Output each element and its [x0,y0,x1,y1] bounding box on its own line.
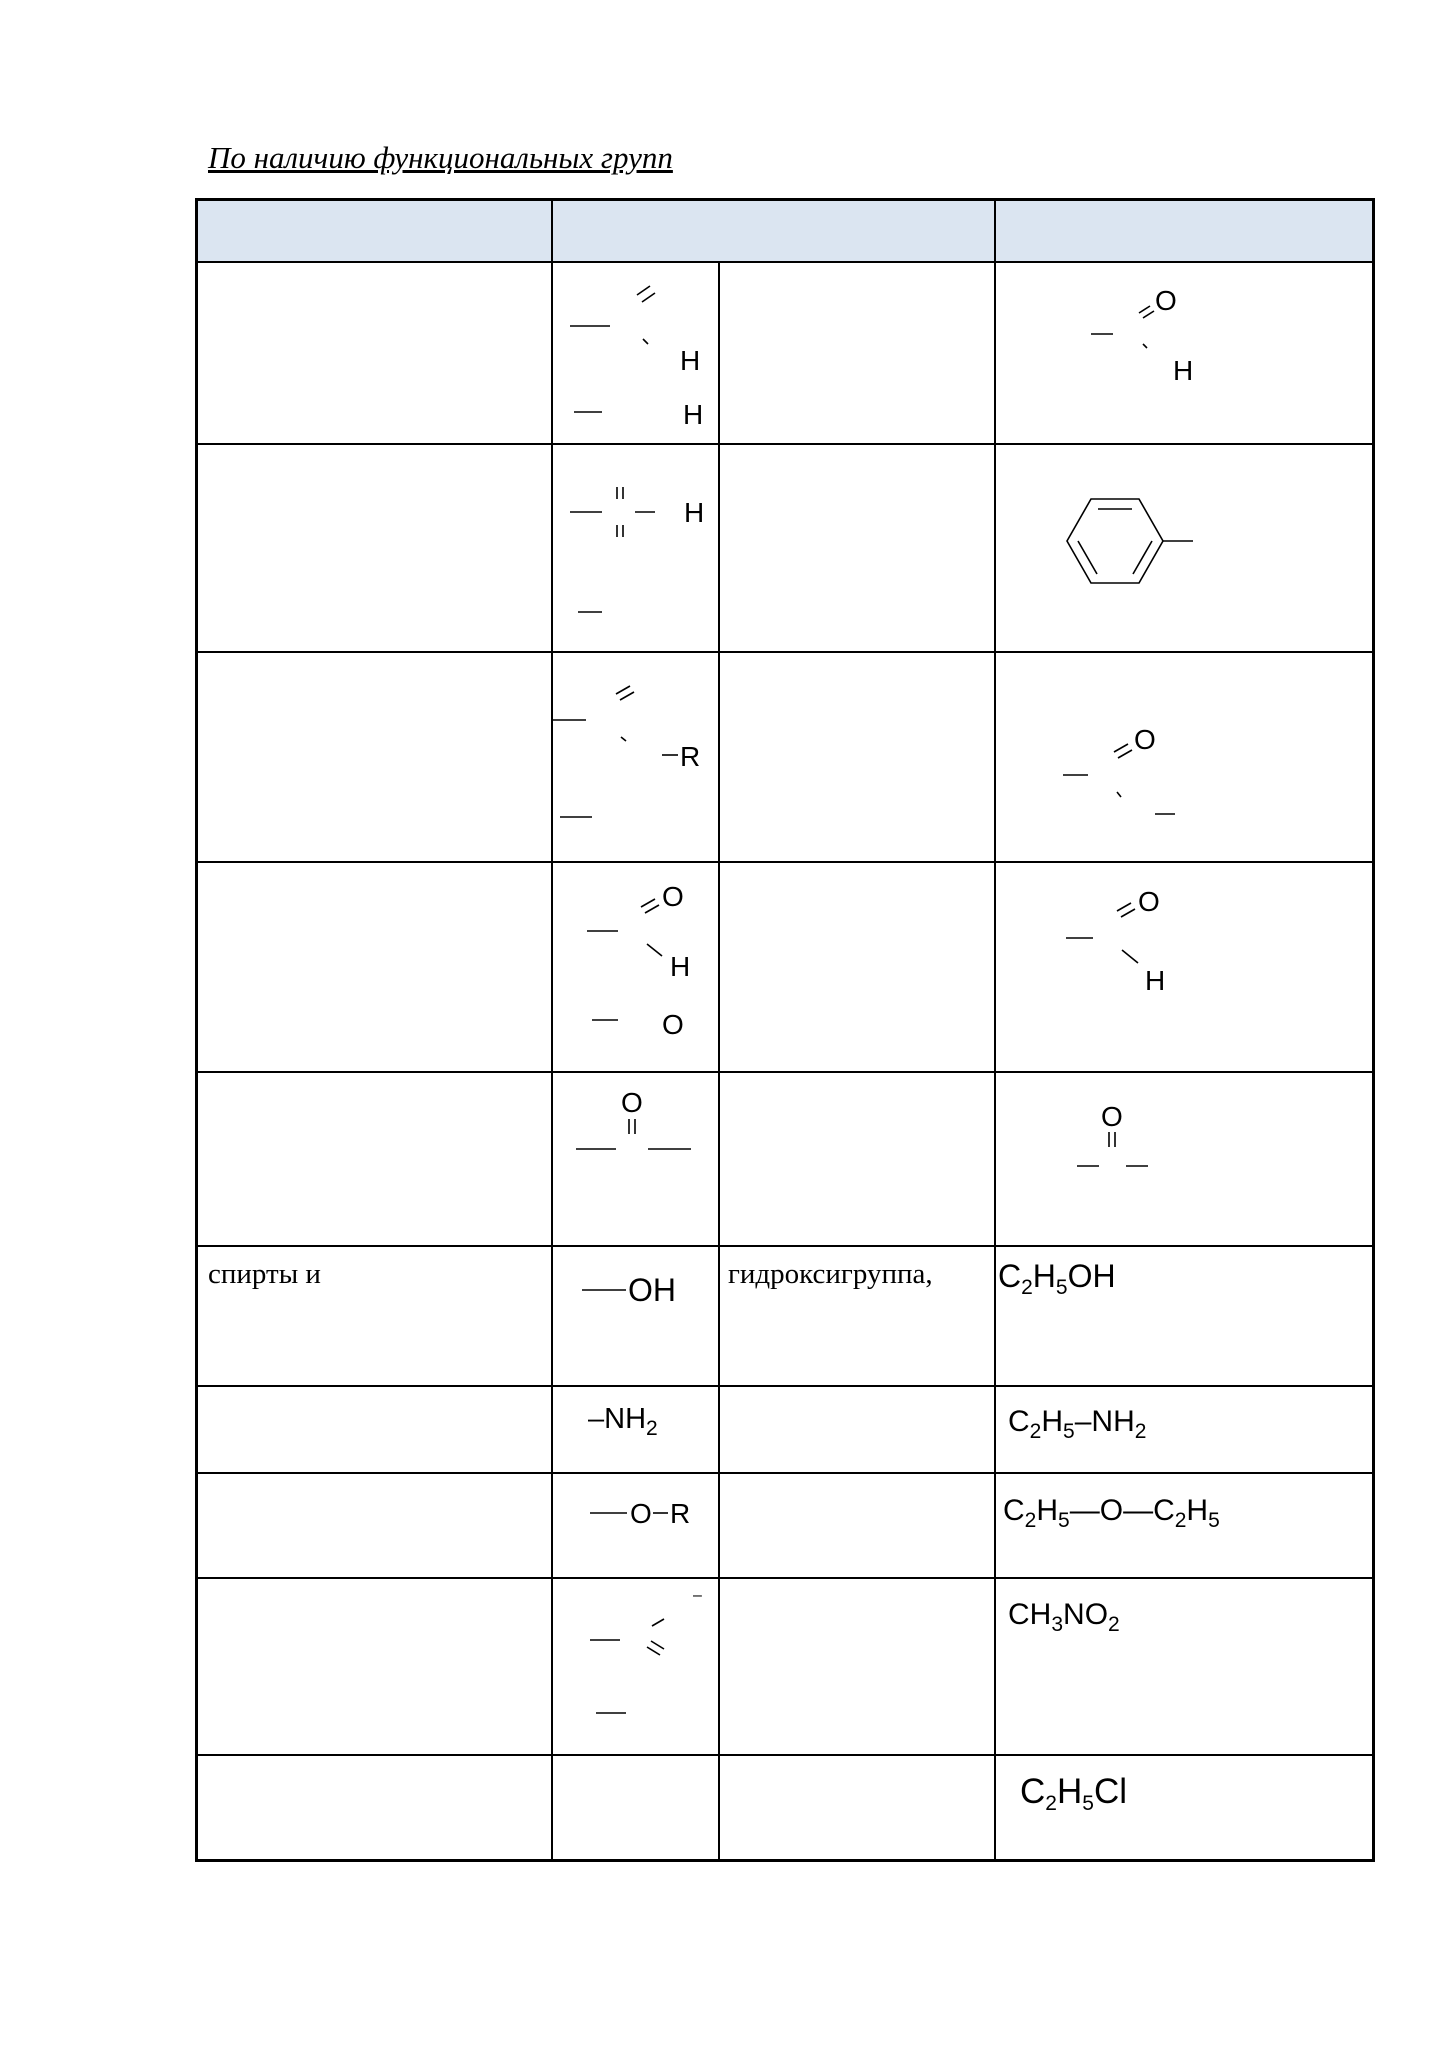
example-structure-3 [995,652,1372,861]
header-cell-example [994,199,1373,261]
row-divider [195,1385,1375,1387]
atom-label: H [1145,965,1166,996]
table-border-top [195,198,1375,201]
example-benzene-ring [995,444,1372,651]
atom-label: R [680,741,701,772]
row-divider [195,1754,1375,1756]
group-structure-6 [552,1246,718,1385]
row-divider [195,1472,1375,1474]
group-name-cell: гидроксигруппа, [728,1258,933,1290]
example-formula-nitromethane: $CH_3NO_2$ [1008,1598,1120,1636]
class-name-cell: спирты и [208,1258,321,1290]
atom-label: O [621,1087,643,1118]
column-divider [718,261,720,1862]
atom-label: O [662,1009,684,1040]
group-structure-3 [552,652,718,861]
section-heading: По наличию функциональных групп [208,140,673,175]
group-structure-2 [552,444,718,651]
group-ether [552,1473,718,1577]
atom-label: O [1138,886,1160,917]
table-border-left [195,198,198,1862]
atom-label: – [693,1587,702,1604]
table-border-bottom [195,1859,1375,1862]
atom-label: H [683,399,704,430]
row-divider [195,1577,1375,1579]
atom-label: OH [628,1272,676,1308]
example-structure-1 [995,262,1372,443]
row-divider [195,1245,1375,1247]
group-structure-1 [552,262,718,443]
atom-label: H [684,497,705,528]
example-structure-5 [995,1072,1372,1245]
atom-label: O [1134,724,1156,755]
example-formula-diethyl-ether: $C_2H_5—O—C_2H_5$ [1003,1494,1220,1532]
example-formula-ethanol: $C_2H_5OH$ [998,1258,1116,1299]
atom-label: H [670,951,691,982]
atom-label: O [662,881,684,912]
group-structure-9 [552,1578,718,1754]
header-cell-group [551,199,994,261]
table-border-right [1372,198,1375,1862]
group-amino: $-NH_2$ [588,1403,658,1440]
example-formula-chloroethane: $C_2H_5Cl$ [1020,1772,1127,1815]
example-structure-4 [995,862,1372,1071]
atom-label: O [630,1498,652,1529]
atom-label: R [670,1498,691,1529]
group-structure-5 [552,1072,718,1245]
example-formula-ethylamine: $C_2H_5-NH_2$ [1008,1405,1147,1443]
header-cell-class [196,199,551,261]
group-structure-4 [552,862,718,1071]
atom-label: H [1173,355,1194,386]
atom-label: H [680,345,701,376]
atom-label: O [1155,285,1177,316]
atom-label: O [1101,1101,1123,1132]
